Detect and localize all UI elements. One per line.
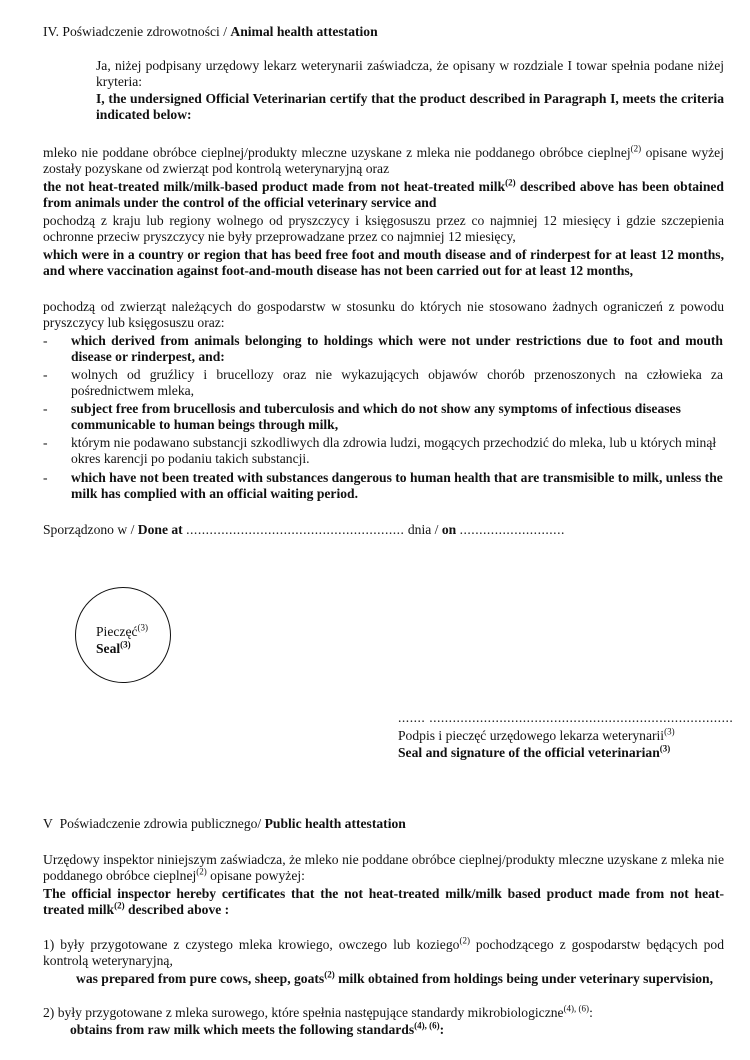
footnote-ref: (3): [137, 622, 149, 633]
paragraph-1-pl: [43, 145, 724, 177]
section-5-title-en: Public health attestation: [264, 816, 406, 831]
footnote-ref: (2): [505, 177, 516, 188]
paragraph-1-en-b: described above has been obtained from animals under the control of the official veterinary service and: [43, 179, 724, 210]
footnote-ref: (2): [324, 969, 335, 980]
bullet-dash: -: [43, 470, 48, 485]
list-item-text: which have not been treated with substances dangerous to human health that are transmisible to milk, unless the milk has complied with an official waiting period.: [71, 470, 723, 501]
item-2-pl-colon: :: [589, 1005, 593, 1020]
section-4-number: IV.: [43, 24, 59, 39]
signature-text-pl: Podpis i pieczęć urzędowego lekarza weterynarii: [398, 728, 665, 743]
section-5-intro-en-a: The official inspector hereby certificates that the not heat-treated milk/milk based product made from not heat-treated milk: [43, 886, 724, 917]
item-2-en-text: obtains from raw milk which meets the following standards: [70, 1022, 415, 1037]
section-5-intro-en: [43, 886, 724, 918]
date-field: ...........................: [459, 522, 565, 537]
list-item: [43, 333, 723, 367]
list-item: [43, 401, 723, 435]
bullet-dash: -: [43, 435, 48, 450]
paragraph-1-pl-b: opisane wyżej zostały pozyskane od zwierząt pod kontrolą weterynaryjną oraz: [43, 145, 724, 176]
signature-label-pl: [398, 728, 675, 744]
item-2-en-colon: :: [439, 1022, 445, 1037]
list-item: [43, 435, 723, 469]
footnote-ref: (2): [114, 900, 125, 911]
done-at-field: ........................................................: [186, 522, 405, 537]
item-2-pl-text: 2) były przygotowane z mleka surowego, które spełnia następujące standardy mikrobiologiczne: [43, 1005, 564, 1020]
section-4-intro-pl: Ja, niżej podpisany urzędowy lekarz weterynarii zaświadcza, że opisany w rozdziale I towar spełnia podane niżej kryteria:: [96, 58, 724, 89]
list-item: [43, 470, 723, 504]
section-5-item-1-en: [76, 971, 724, 987]
paragraph-2-pl: pochodzą z kraju lub regiony wolnego od pryszczycy i księgosuszu przez co najmniej 12 miesięcy i gdzie szczepienia ochronne przeciw pryszczycy nie były przeprowadzane przez co najmniej 12 miesięcy,: [43, 213, 724, 244]
seal-label-en: [96, 641, 131, 657]
signature-label-en: [398, 745, 670, 761]
paragraph-1-pl-a: mleko nie poddane obróbce cieplnej/produkty mleczne uzyskane z mleka nie poddanego obróbce cieplnej: [43, 145, 631, 160]
paragraph-1-en-a: the not heat-treated milk/milk-based product made from not heat-treated milk: [43, 179, 506, 194]
footnote-ref: (4), (6): [563, 1003, 590, 1014]
item-1-pl-a: 1) były przygotowane z czystego mleka krowiego, owczego lub koziego: [43, 937, 460, 952]
section-4-intro-en: I, the undersigned Official Veterinarian certify that the product described in Paragraph I, meets the criteria indicated below:: [96, 91, 724, 122]
done-at-line: [43, 522, 723, 538]
section-4-title-pl: Poświadczenie zdrowotności /: [62, 24, 227, 39]
section-4-heading: [43, 24, 723, 40]
section-5-item-2-pl: [43, 1005, 724, 1021]
item-1-en-b: milk obtained from holdings being under veterinary supervision,: [338, 971, 714, 986]
section-5-item-2-en: [70, 1022, 724, 1038]
section-5-intro-pl-a: Urzędowy inspektor niniejszym zaświadcza, że mleko nie poddane obróbce cieplnej/produkty mleczne uzyskane z mleka nie poddanego obróbce cieplnej: [43, 852, 724, 883]
section-5-heading: [43, 816, 723, 832]
footnote-ref: (3): [120, 639, 131, 650]
item-1-en-a: was prepared from pure cows, sheep, goats: [76, 971, 325, 986]
paragraph-3-pl: pochodzą od zwierząt należących do gospodarstw w stosunku do których nie stosowano żadnych ograniczeń z powodu pryszczycy lub księgosuszu oraz:: [43, 299, 724, 330]
list-item: [43, 367, 723, 401]
paragraph-2-en: which were in a country or region that has beed free foot and mouth disease and of rinderpest for at least 12 months, and where vaccination against foot-and-mouth disease has not been carried out for at least 12 months,: [43, 247, 724, 278]
paragraph-1-en: [43, 179, 724, 211]
seal-label-pl: [96, 624, 148, 640]
list-item-text: wolnych od gruźlicy i brucellozy oraz nie wykazujących objawów chorób przenoszonych na człowieka za pośrednictwem mleka,: [71, 367, 723, 398]
bullet-dash: -: [43, 367, 48, 382]
list-item-text: which derived from animals belonging to holdings which were not under restrictions due to foot and mouth disease or rinderpest, and:: [71, 333, 723, 364]
footnote-ref: (2): [196, 866, 207, 877]
date-label-pl: dnia /: [407, 522, 439, 537]
footnote-ref: (4), (6): [414, 1020, 440, 1031]
section-5-intro-pl: [43, 852, 724, 884]
done-at-label-pl: Sporządzono w /: [43, 522, 135, 537]
item-1-pl-b: pochodzącego z gospodarstw będących pod kontrolą weterynaryjną,: [43, 937, 724, 968]
signature-text-en: Seal and signature of the official veterinarian: [398, 745, 660, 760]
footnote-ref: (2): [459, 935, 470, 946]
date-label-en: on: [441, 522, 457, 537]
seal-text-pl: Pieczęć: [96, 624, 138, 639]
footnote-ref: (2): [630, 143, 642, 154]
section-5-title-pl: Poświadczenie zdrowia publicznego/: [59, 816, 262, 831]
list-item-text: którym nie podawano substancji szkodliwych dla zdrowia ludzi, mogących przechodzić do mleka, lub u których minął okres karencji po podaniu takich substancji.: [71, 435, 717, 466]
seal-text-en: Seal: [96, 641, 121, 656]
section-4-title-en: Animal health attestation: [230, 24, 378, 39]
section-5-number: V: [43, 816, 53, 831]
bullet-dash: -: [43, 401, 48, 416]
signature-line: ....... ..............................................................................: [398, 710, 734, 725]
footnote-ref: (3): [659, 743, 671, 754]
done-at-label-en: Done at: [137, 522, 183, 537]
list-item-text: subject free from brucellosis and tuberculosis and which do not show any symptoms of infectious diseases communicable to human beings through milk,: [71, 401, 681, 432]
footnote-ref: (3): [664, 726, 675, 737]
section-5-intro-pl-b: opisane powyżej:: [210, 868, 305, 883]
section-5-intro-en-b: described above :: [128, 902, 230, 917]
bullet-dash: -: [43, 333, 48, 348]
section-5-item-1-pl: [43, 937, 724, 969]
